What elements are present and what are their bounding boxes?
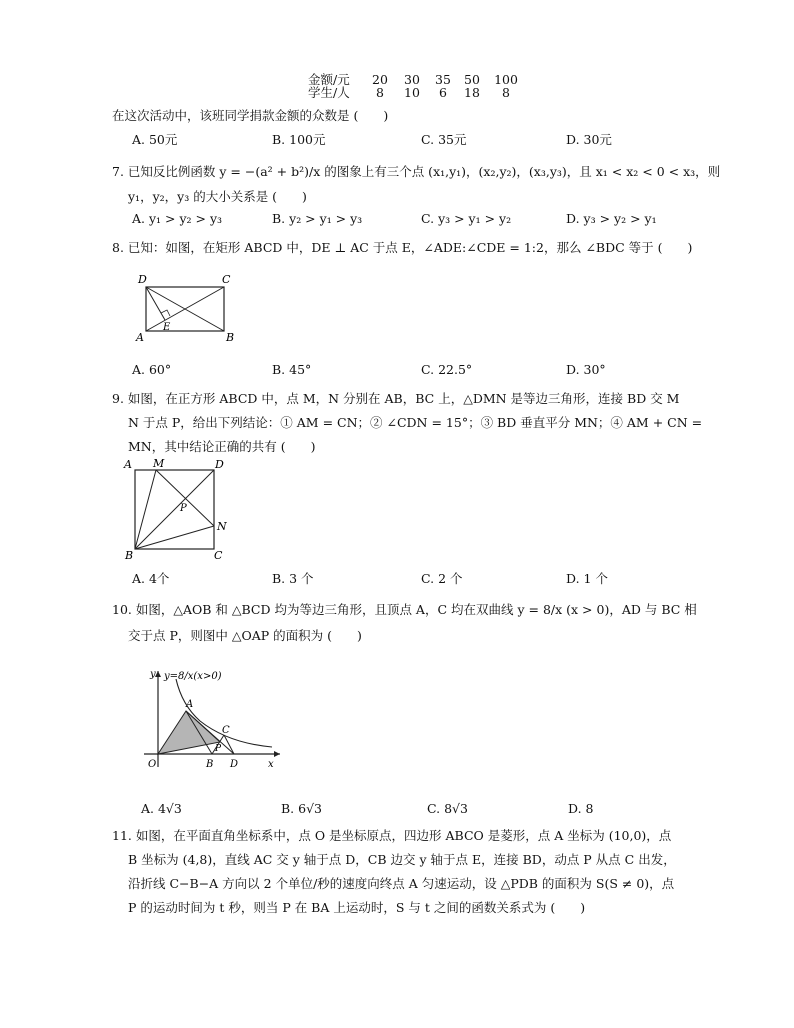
table-cell: 35 [435, 72, 451, 87]
q6-option-d[interactable]: D. 30元 [566, 132, 612, 147]
table-cell: 30 [404, 72, 420, 87]
table-cell: 20 [372, 72, 388, 87]
q9-option-d[interactable]: D. 1 个 [566, 571, 608, 586]
table-cell: 18 [464, 85, 480, 100]
q8-rectangle-figure [130, 268, 240, 346]
q9-option-a[interactable]: A. 4个 [132, 571, 170, 586]
q9-line3: MN，其中结论正确的共有 ( ) [128, 439, 316, 454]
q10-option-d[interactable]: D. 8 [568, 801, 594, 816]
q10-option-c[interactable]: C. 8√3 [427, 801, 468, 816]
table-cell: 100 [494, 72, 518, 87]
label-d: D [138, 273, 147, 286]
label-a: A [136, 331, 144, 344]
q6-option-a[interactable]: A. 50元 [132, 132, 178, 147]
table-cell: 10 [404, 85, 420, 100]
label-a: A [124, 458, 132, 471]
q9-line2: N 于点 P，给出下列结论：① AM = CN；② ∠CDN = 15°；③ BD 垂直平分 MN；④ AM + CN = [128, 415, 703, 430]
label-y: y [150, 669, 156, 680]
q10-option-b[interactable]: B. 6√3 [281, 801, 323, 816]
q9-option-b[interactable]: B. 3 个 [272, 571, 314, 586]
q10-option-a[interactable]: A. 4√3 [141, 801, 182, 816]
q11-line2: B 坐标为 (4,8)，直线 AC 交 y 轴于点 D，CB 边交 y 轴于点 E，连接 BD，动点 P 从点 C 出发， [128, 852, 676, 867]
table-cell: 8 [502, 85, 510, 100]
label-e: E [163, 322, 171, 333]
q10-line1: 10. 如图，△AOB 和 △BCD 均为等边三角形，且顶点 A，C 均在双曲线 y = 8/x (x > 0)，AD 与 BC 相 [112, 602, 697, 617]
fig-formula: y=8/x(x>0) [164, 671, 222, 682]
q11-line4: P 的运动时间为 t 秒，则当 P 在 BA 上运动时，S 与 t 之间的函数关系式为 ( ) [128, 900, 586, 915]
label-c: C [214, 549, 223, 562]
label-d: D [230, 759, 239, 770]
segment-bm [135, 470, 156, 549]
label-b: B [125, 549, 134, 562]
label-a: A [186, 699, 194, 710]
q8-stem: 8. 已知：如图，在矩形 ABCD 中，DE ⊥ AC 于点 E，∠ADE:∠CDE = 1:2，那么 ∠BDC 等于 ( ) [112, 240, 693, 255]
q11-line3: 沿折线 C−B−A 方向以 2 个单位/秒的速度向终点 A 匀速运动，设 △PDB 的面积为 S(S ≠ 0)，点 [128, 876, 675, 891]
table-cell: 50 [464, 72, 480, 87]
q9-line1: 9. 如图，在正方形 ABCD 中，点 M，N 分别在 AB，BC 上，△DMN 是等边三角形，连接 BD 交 M [112, 391, 680, 406]
label-n: N [217, 520, 227, 533]
x-axis-arrow [274, 751, 280, 757]
q6-option-c[interactable]: C. 35元 [421, 132, 467, 147]
q10-hyperbola-figure [140, 657, 290, 775]
table-row-students [308, 86, 524, 99]
donation-table [308, 73, 524, 99]
y-axis-arrow [155, 671, 161, 677]
q6-option-b[interactable]: B. 100元 [272, 132, 326, 147]
label-p: P [215, 744, 222, 754]
q7-line2: y₁，y₂，y₃ 的大小关系是 ( ) [128, 189, 307, 204]
q7-option-b[interactable]: B. y₂ > y₁ > y₃ [272, 211, 363, 226]
table-row-label: 学生/人 [308, 85, 350, 100]
q7-option-d[interactable]: D. y₃ > y₂ > y₁ [566, 211, 657, 226]
label-p: P [180, 503, 187, 514]
table-row-label: 金额/元 [308, 72, 350, 87]
label-b: B [206, 759, 214, 770]
q8-option-a[interactable]: A. 60° [132, 362, 172, 377]
q9-option-c[interactable]: C. 2 个 [421, 571, 463, 586]
q9-square-figure [120, 456, 240, 564]
q8-option-d[interactable]: D. 30° [566, 362, 606, 377]
label-c: C [222, 273, 231, 286]
q8-option-c[interactable]: C. 22.5° [421, 362, 473, 377]
label-x: x [268, 759, 274, 770]
q7-line1: 7. 已知反比例函数 y = −(a² + b²)/x 的图象上有三个点 (x₁,y₁)，(x₂,y₂)，(x₃,y₃)，且 x₁ < x₂ < 0 < x₃，则 [112, 164, 721, 179]
q8-option-b[interactable]: B. 45° [272, 362, 312, 377]
label-b: B [226, 331, 235, 344]
q6-stem: 在这次活动中，该班同学捐款金额的众数是 ( ) [112, 108, 389, 123]
q7-option-c[interactable]: C. y₃ > y₁ > y₂ [421, 211, 512, 226]
q10-line2: 交于点 P，则图中 △OAP 的面积为 ( ) [128, 628, 362, 643]
table-cell: 8 [376, 85, 384, 100]
label-d: D [215, 458, 224, 471]
q7-option-a[interactable]: A. y₁ > y₂ > y₃ [132, 211, 223, 226]
table-cell: 6 [439, 85, 447, 100]
q11-line1: 11. 如图，在平面直角坐标系中，点 O 是坐标原点，四边形 ABCO 是菱形，点 A 坐标为 (10,0)，点 [112, 828, 672, 843]
label-o: O [148, 759, 157, 770]
label-m: M [153, 457, 165, 470]
label-c: C [222, 725, 230, 736]
